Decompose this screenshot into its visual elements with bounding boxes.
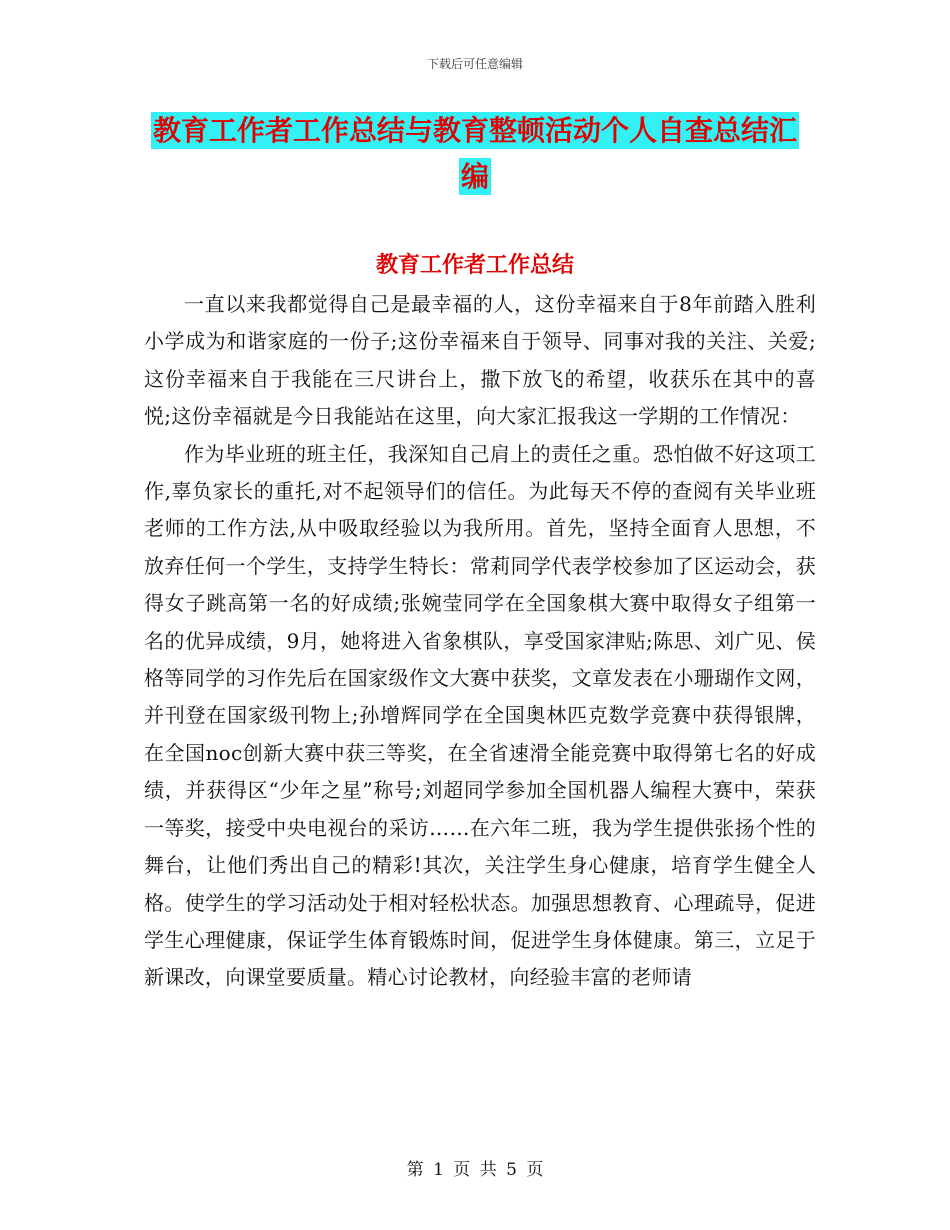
document-title-line-1: 教育工作者工作总结与教育整顿活动个人自查总结汇 <box>152 114 797 147</box>
paragraph-2: 作为毕业班的班主任，我深知自己肩上的责任之重。恐怕做不好这项工作,辜负家长的重托,对不起领导们的信任。为此每天不停的查阅有关毕业班老师的工作方法,从中吸取经验以为我所用。首先，坚持全面育人思想，不放弃任何一个学生，支持学生特长：常莉同学代表学校参加了区运动会，获得女子跳高第一名的好成绩;张婉莹同学在全国象棋大赛中取得女子组第一名的优异成绩，9月，她将进入省象棋队，享受国家津贴;陈思、刘广见、侯格等同学的习作先后在国家级作文大赛中获奖，文章发表在小珊瑚作文网，并刊登在国家级刊物上;孙增辉同学在全国奥林匹克数学竞赛中获得银牌，在全国noc创新大赛中获三等奖，在全省速滑全能竞赛中取得第七名的好成绩，并获得区“少年之星”称号;刘超同学参加全国机器人编程大赛中，荣获一等奖，接受中央电视台的采访……在六年二班，我为学生提供张扬个性的舞台，让他们秀出自己的精彩!其次，关注学生身心健康，培育学生健全人格。使学生的学习活动处于相对轻松状态。加强思想教育、心理疏导，促进学生心理健康，保证学生体育锻炼时间，促进学生身体健康。第三，立足于新课改，向课堂要质量。精心讨论教材，向经验丰富的老师请 <box>144 441 816 990</box>
document-title <box>0 108 950 200</box>
page-header-note: 下载后可任意编辑 <box>426 57 523 71</box>
section-title: 教育工作者工作总结 <box>375 253 574 278</box>
document-body <box>144 286 816 997</box>
page-footer-number: 第 1 页 共 5 页 <box>406 1160 544 1180</box>
paragraph-1: 一直以来我都觉得自己是最幸福的人，这份幸福来自于8年前踏入胜利小学成为和谐家庭的一份子;这份幸福来自于领导、同事对我的关注、关爱;这份幸福来自于我能在三尺讲台上，撒下放飞的希望，收获乐在其中的喜悦;这份幸福就是今日我能站在这里，向大家汇报我这一学期的工作情况： <box>144 292 816 429</box>
document-title-line-2: 编 <box>460 160 489 193</box>
